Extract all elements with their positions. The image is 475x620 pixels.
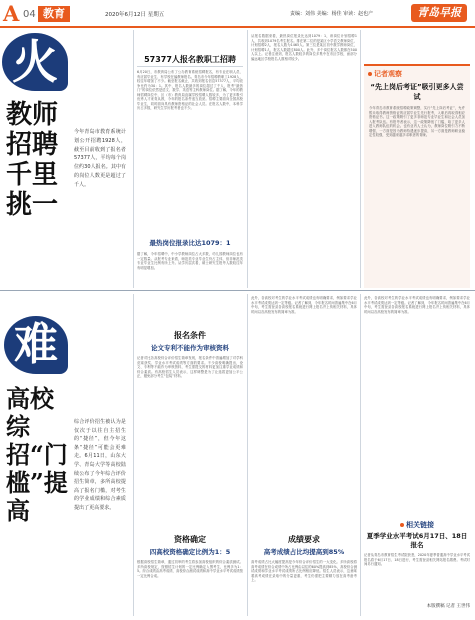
section-divider [0, 290, 475, 291]
fire-badge [2, 33, 68, 91]
story2-headline: 报名条件 [174, 331, 206, 340]
notice-body: 记者从青岛市教育招生考试院获悉，2020年夏季普通高中学业水平考试报名将于6月17日、18日进行，考生需登录相关网站报名缴费。考试时间另行通知。 [364, 553, 470, 566]
bullet-icon [368, 72, 372, 76]
story1-lead: 今年青岛市教育系统计划公开招聘1928人，截至目前收到了报名者57377人，平均每个岗位约30人报名。其中有的岗位人数更是超过了千人。 [74, 129, 126, 188]
editorial-subtitle: “先上岗后考证”吸引更多人尝试 [370, 83, 464, 101]
story1-subhead: 最热岗位报录比达1079：1 [149, 239, 231, 247]
story2-col1: 记者对比各高校综合评价招生简章发现，报名条件中普遍增加了对学科竞赛获奖、学业水平考试成绩等方面的要求。不少高校明确提出，论文、专利等不能作为审核资料，考生需提交的材料更加注重学业成绩和综合素质。有高校招生人员表示，这样调整是为了让选拔更加公平公正，避免部分考生“包装”材料。 [137, 356, 243, 378]
story2-subhead: 论文专利不能作为审核资料 [151, 344, 229, 352]
story2-col3: 此外，各高校对考生的学业水平考试成绩也有明确要求，例如要求学业水平考试成绩达到一定等级。记者了解到，今年报名时间普遍集中在6月中旬，考生需登录各高校报名系统进行网上报名并上传相关材料，具体时间以各高校发布的简章为准。 [251, 296, 357, 314]
editorial-body: 今年青岛市教育系统招聘政策调整，实行“先上岗后考证”，允许暂未取得教师资格证的应届毕业生先行报考，入职后再取得相应资格证书。这一政策吸引了更多非师范专业毕业生和社会人员加入报考队伍。有报考者表示，这一政策降低了门槛，给了更多人进入教师队伍的机会。也有业内人士认为，教师岗位吸引力不断增强，一方面是因为教师待遇逐步提高，另一方面是教师职业稳定性较强，受到越来越多求职者的青睐。 [369, 106, 465, 137]
story2-col5: 此外，各高校对考生的学业水平考试成绩也有明确要求，例如要求学业水平考试成绩达到一定等级。记者了解到，今年报名时间普遍集中在6月中旬，考生需登录各高校报名系统进行网上报名并上传相关材料，具体时间以各高校发布的简章为准。 [364, 296, 470, 314]
story2-subhead3: 高考成绩占比均提高到85% [263, 548, 345, 556]
issue-date: 2020年6月12日 星期五 [105, 12, 165, 18]
story1-col1: 6月20日，市教育局公布了公办教育系统招聘报名，有专业在职人员、有应届毕业生、有学校在编教师报名。青岛市今年招聘教职工1928人，较往年增加了不少。截至报名截止，共收到报名信息57377人，平均竞争比约为30：1。其中，报名人数最多的岗位超过了千人，报考“最热门”的岗位依然是语文、数学、英语等主科教师岗位。据了解，今年的教师招聘岗位中，区（市）教育局直属学校招聘人数较多，为了更多吸引优秀人才来青从教，今年的报名条件适当放宽。招聘主要面向全国高校毕业生，同时面向具有教师资格证的社会人员。在报名人数中，本科学历占多数，研究生学历报考者也不少。 [137, 70, 243, 110]
section-label [38, 6, 70, 22]
story1-title: 教师招聘千里挑一 [6, 100, 59, 220]
story2-col2: 根据高校招生简章，通过初审的考生将参加高校组织的综合素质测试。多所高校规定，按照招生计划的一定比例确定入围考生，比例多为1：5。综合成绩由高考成绩、高校综合测试成绩和高中学业水平考试成绩按一定比例合成。 [137, 560, 243, 578]
story2-title: 高校综招“门槛”提高 [6, 384, 68, 525]
notice-title [364, 520, 470, 530]
logo-text: 青岛早报 [417, 6, 461, 19]
story2-col4: 高考成绩占比大幅度提高是今年综合评价招生的一大变化。多所高校将高考成绩在综合成绩中所占比例由以往的60%提高到85%，高校综合测试成绩和学业水平考试成绩所占比例相应降低。招生人员表示，这意味着高考成绩在录取中的分量更重，考生仍需把主要精力放在高考备考上。 [251, 560, 357, 582]
logo [411, 4, 467, 22]
hard-badge-char: 难 [14, 319, 58, 370]
bullet-icon [400, 523, 404, 527]
notice-title-text: 相关链接 [406, 521, 434, 529]
story1-col2: 从报名数据来看，最热岗位报录比达到1079：1，该岗位计划招聘1人，共收到1079名考生报名。排在第二位的是某区小学语文教师岗位，计划招聘2人，报名人数为1465人。第三位是某区初中数学教师岗位，计划招聘1人，报名人数超过800人。此外，多个岗位报名人数都在500人以上。记者注意到，报名人数较多的岗位多集中在市区学校，而部分偏远地区学校报名人数相对较少。 [251, 34, 357, 61]
editorial-title-text: 记者观察 [374, 70, 402, 78]
editorial-title [368, 69, 466, 79]
masthead [0, 0, 475, 28]
fire-badge-char: 火 [12, 35, 58, 89]
notice-subtitle: 夏季学业水平考试6月17日、18日报名 [366, 532, 468, 549]
story2-subhead2: 四高校资格确定比例为1：5 [149, 548, 231, 556]
hard-badge [4, 316, 68, 374]
notice-box [364, 520, 470, 616]
page-number: 04 [23, 9, 36, 20]
story1-col1-tail: 据了解，今年招聘中，中小学教师岗位占大多数，幼儿园教师岗位也有一定数量。从报考专业来看，师范类专业毕业生仍占主体，但非师范类专业毕业生比例有所上升。从学历层次看，硕士研究生报考人数较往年有明显增加。 [137, 252, 243, 270]
byline: 本版撰稿 记者 王世伟 [426, 604, 470, 609]
story2-lead: 综合评价招生被认为是仅次于以往自主招生的“捷径”，但今年这条“捷径”可能会更难走。6月11日，山东大学、青岛大学等高校陆续公布了今年综合评价招生简章，多所高校提高了报名门槛，对考生的学业成绩和综合素质提出了更高要求。 [74, 419, 126, 511]
story2-headline2: 资格确定 [174, 535, 206, 544]
masthead-rule [0, 26, 475, 28]
page-letter: A [3, 1, 20, 26]
story2-headline3: 成绩要求 [288, 535, 320, 544]
story1-headline: 57377人报名教职工招聘 [144, 55, 236, 64]
section-name: 教育 [43, 7, 65, 20]
editorial-box [364, 64, 470, 288]
credits: 责编：刘伟 美编：杨佳 审读：赵也产 [290, 11, 374, 17]
